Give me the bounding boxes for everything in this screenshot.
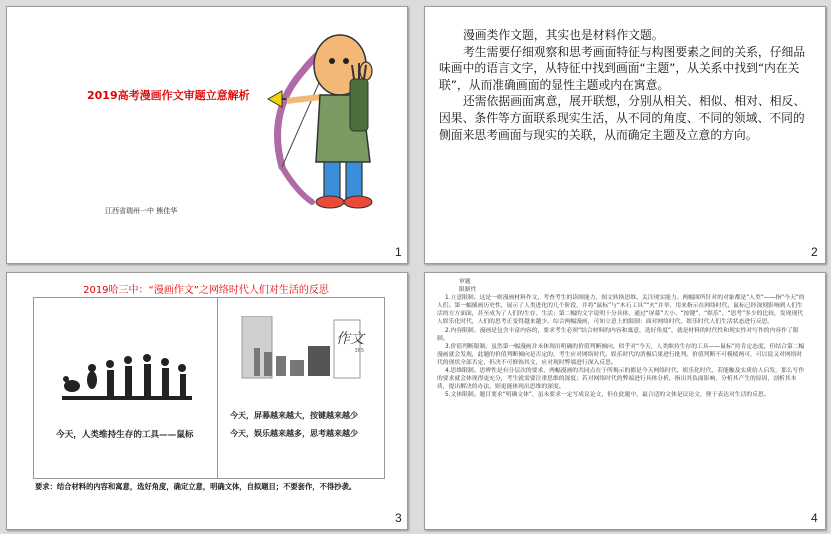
slide-3[interactable] [6,272,408,530]
slide-number: 4 [811,511,818,525]
panel-divider [217,298,218,478]
slide-4-subheading: 限制性 [459,287,477,294]
slide-4[interactable] [424,272,826,530]
slide-2-body [439,27,811,143]
slide-1-author: 江西省瑞州一中 熊佳华 [105,207,178,215]
slide-2-paragraph: 考生需要仔细观察和思考画面特征与构图要素之间的关系，仔细品味画中的语言文字，从特征中找到画面“主题”，从关系中找到“内在关联”，从而准确画面的显性主题或内在寓意。 [439,44,806,92]
slide-4-item: 4.思维限制。思辨性是有分层次的要求，两幅漫画的共同点在于所揭示的都是今天网络时代、娱乐化时代，若能触及实质给人启发，那么写作的要求就会体现得更充分，考生就需要注重思维的深度；若对网络时代的弊端进行具体分析，指出其负面影响，分析其产生的原因，剖析其本质，提出解决的办法，则更能体现出思维的深度。 [437,368,805,391]
zuowen-logo: 作文 365 [336,331,364,354]
slide-1[interactable] [6,6,408,264]
slide-4-item: 2.内容限制。漫画是包含丰富内容的，要求考生必须“结合材料的内容和寓意，选好角度”，就是材料的时代性和现实性对写作的内容作了限制。 [437,327,799,342]
slide-4-item: 1.立意限制。这是一则漫画材料作文，考查考生的读图能力、图文转换思维、关注现实能力。两幅图所针对的对象都是“人类”——指“今天”的人们。第一幅插画历史性，展示了人类进化的几个阶段，并将“鼠标”与“木石工具”“火”并举，用来指示在网络时代，鼠标已经深刻影响到人们生活的方方面面，甚至成为了人们的生存、生活；第二幅的文字说明十分具体，通过“屏幕”大小、“按键”、“娱乐”、“思考”多少的比较，发现现代人娱乐化时代，人们的思考正变得越来越少。综合两幅漫画，可知立意上的限制：面对网络时代、娱乐时代人们生活状态进行反思。 [437,295,805,326]
slide-4-body [437,278,807,399]
slide-2-paragraph: 漫画类作文题，其实也是材料作文题。 [463,28,664,42]
slide-2-paragraph: 还需依据画面寓意，展开联想，分别从相关、相似、相对、相反、因果、条件等方面联系现实生活，从不同的角度、不同的领域、不同的侧面来思考画面与现实的关联，从而确定主题及立意的方向。 [439,94,806,142]
slide-number: 1 [395,245,402,259]
slide-4-heading: 审题 [459,279,471,285]
slide-3-requirement: 要求：结合材料的内容和寓意，选好角度，确定立意，明确文体，自拟题目；不要套作，不得抄袭。 [35,482,357,491]
slide-2[interactable] [424,6,826,264]
caption-right-1: 今天，屏幕越来越大，按键越来越少 [230,410,358,420]
evolution-silhouettes [62,346,192,406]
slide-number: 2 [811,245,818,259]
slide-1-title: 2019高考漫画作文审题立意解析 [87,89,250,102]
slide-3-title: 2019哈三中：“漫画作文”之网络时代人们对生活的反思 [83,285,329,296]
slide-number: 3 [395,511,402,525]
caption-left: 今天，人类维持生存的工具——鼠标 [56,430,194,440]
archer-illustration [262,17,402,217]
caption-right-2: 今天，娱乐越来越多，思考越来越少 [230,428,358,438]
slide-4-item: 3.价值判断限制。虽然第一幅漫画并未体现出明确的价值判断倾向，似乎对“今天，人类维持生存的工具——鼠标”持肯定态度，但结合第二幅漫画就会发现，此题的价值判断倾向是否定的，考生应对网络时代、娱乐时代的消极后果进行批判。价值判断不可模棱两可，可以说又对网络时代的现状全部否定，但决不可修饰其文，应对现时弊端进行深入反思。 [437,343,805,366]
comic-image [33,297,385,479]
slide-4-item: 5.文体限制。题目要求“明确文体”，虽未要求一定写成议论文，但在此题中，最合适的文体是议论文，便于表达对生活的反思。 [445,392,770,399]
